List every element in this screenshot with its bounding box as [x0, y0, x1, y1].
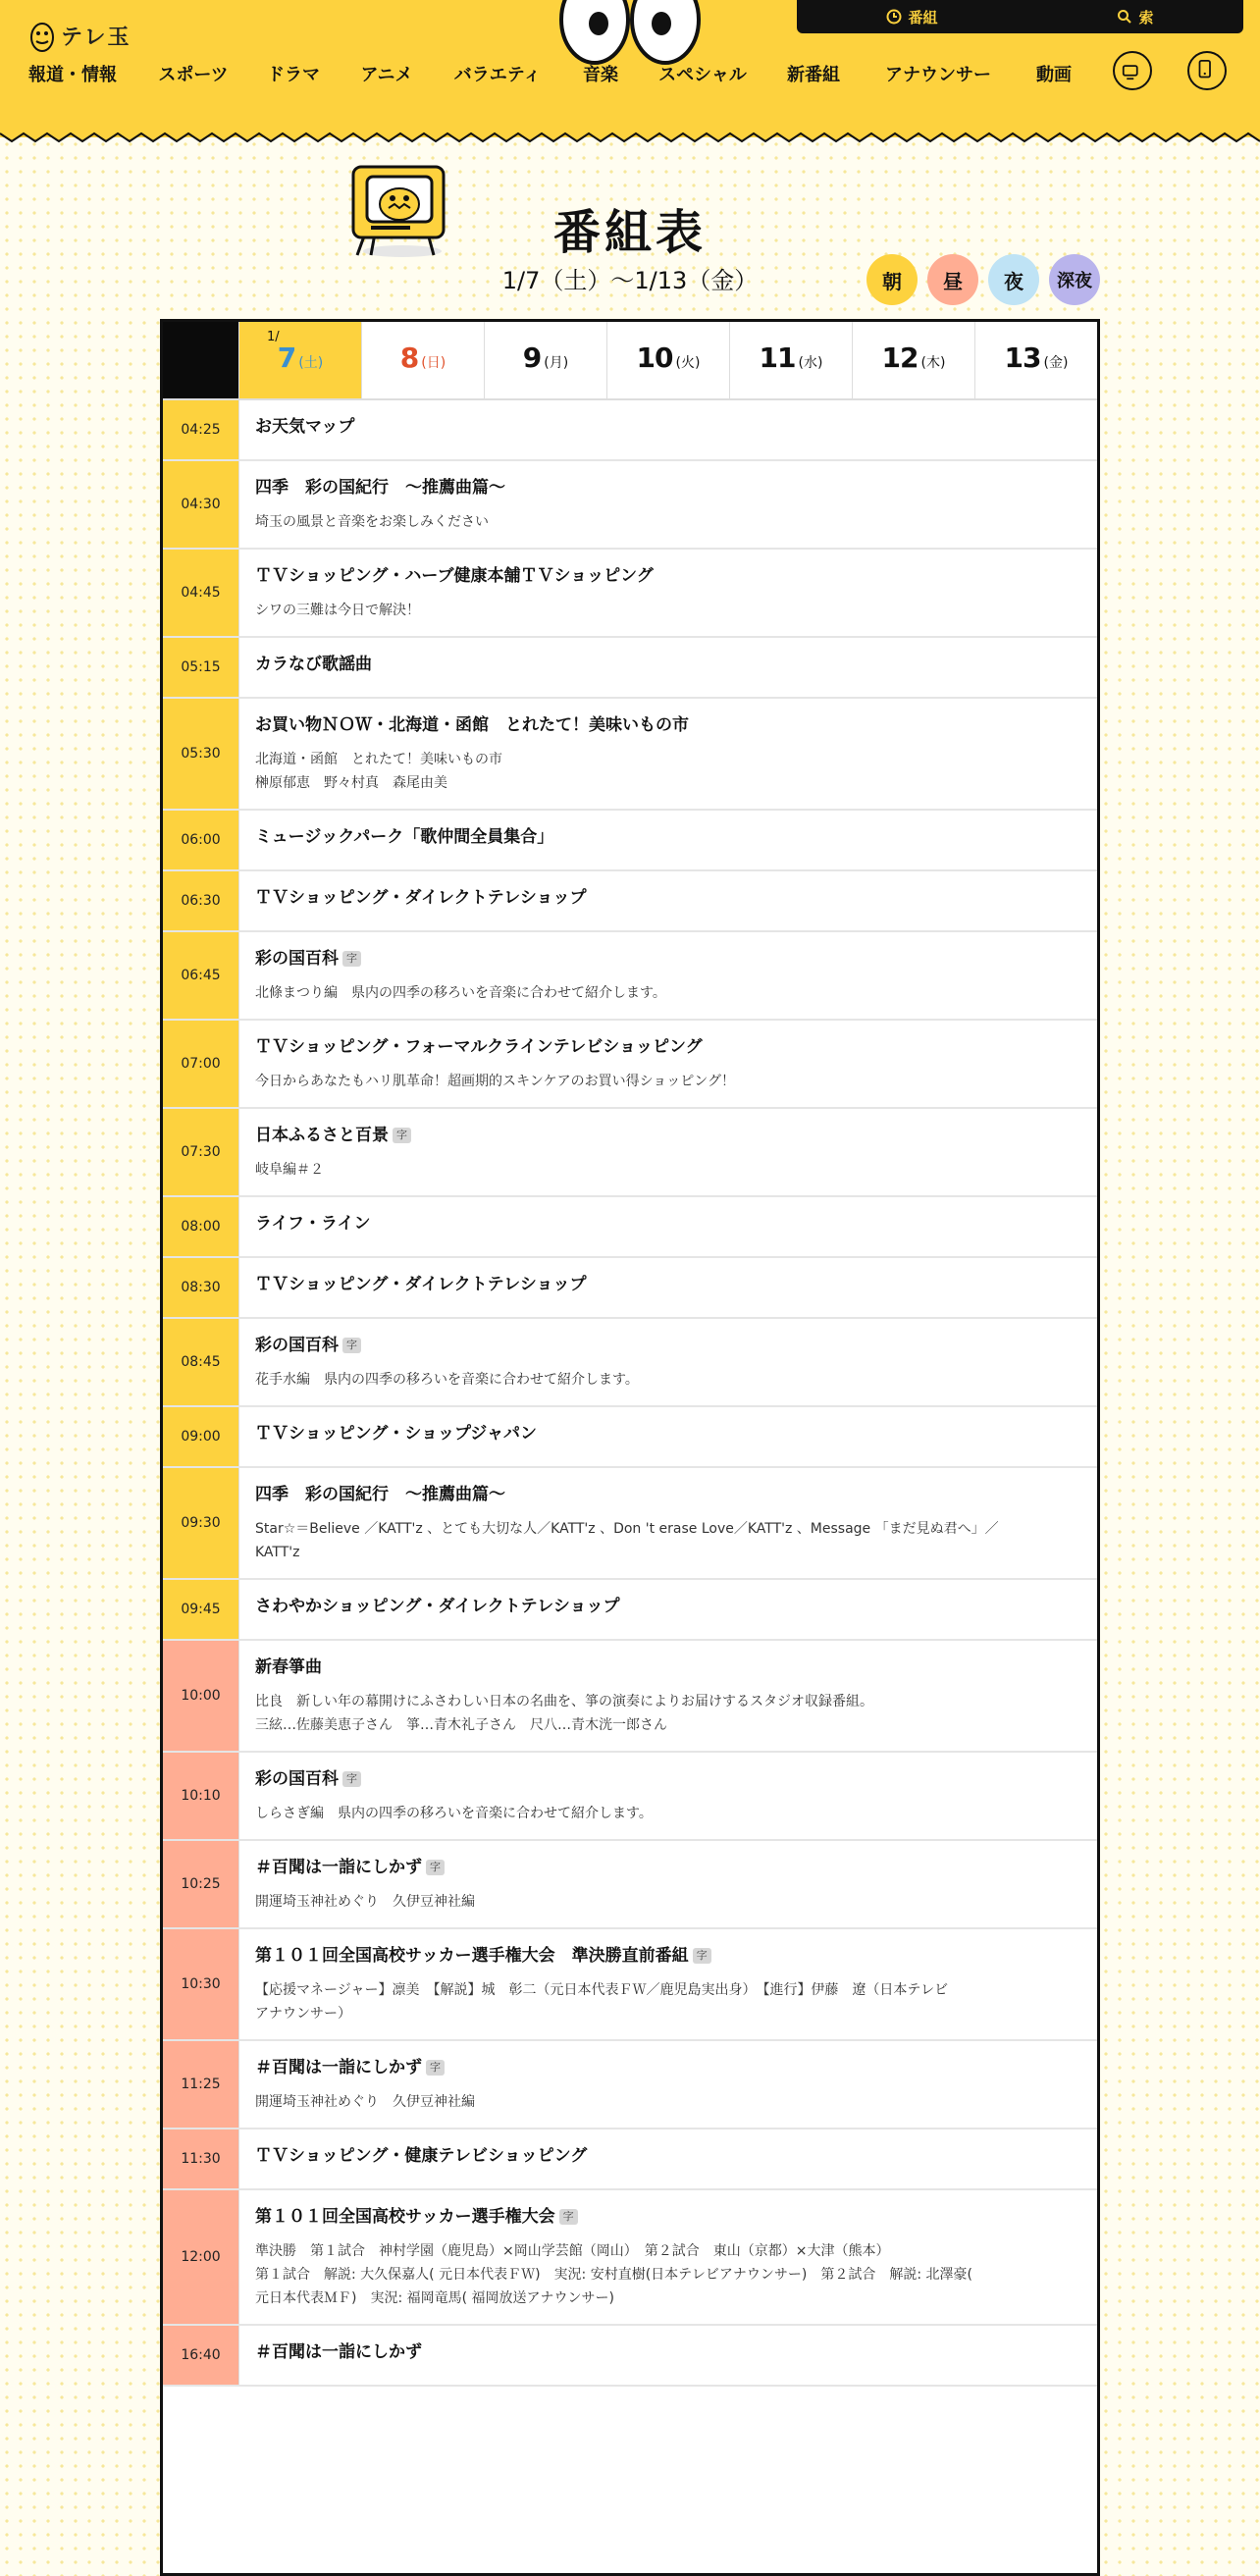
program-row[interactable] — [163, 1929, 1097, 2041]
program-info — [238, 638, 1097, 697]
program-time: 10:00 — [163, 1641, 238, 1751]
program-row[interactable] — [163, 811, 1097, 871]
tod-morning-button[interactable] — [866, 254, 918, 305]
program-row[interactable] — [163, 638, 1097, 699]
program-time: 10:10 — [163, 1753, 238, 1839]
program-row[interactable] — [163, 1580, 1097, 1641]
day-number: 8 — [399, 342, 419, 374]
program-info — [238, 1407, 1097, 1466]
day-number: 12 — [881, 342, 919, 374]
day-tab-11[interactable] — [729, 322, 852, 398]
program-info — [238, 2041, 1097, 2128]
program-info — [238, 550, 1097, 636]
program-description-line: 開運埼玉神社めぐり 久伊豆神社編 — [255, 1894, 475, 1910]
program-title-line — [255, 1423, 1081, 1445]
program-title-line — [255, 1036, 1081, 1058]
smartphone-icon — [1189, 53, 1224, 87]
program-time: 11:30 — [163, 2129, 238, 2188]
tod-daytime-label: 昼 — [943, 269, 963, 293]
program-description-line: 岐阜編＃２ — [255, 1162, 324, 1178]
day-tab-12[interactable] — [852, 322, 974, 398]
program-title[interactable]: 彩の国百科 — [255, 1336, 339, 1355]
program-row[interactable] — [163, 1109, 1097, 1197]
tod-late-night-button[interactable] — [1049, 254, 1100, 305]
nav-item-news[interactable]: 報道・情報 — [28, 65, 117, 85]
schedule-grid — [160, 319, 1100, 2576]
program-info — [238, 1109, 1097, 1195]
search-icon — [1117, 9, 1132, 25]
page-title: 番組表 — [552, 205, 707, 260]
program-title[interactable]: ＃百聞は一詣にしかず — [255, 2058, 422, 2077]
program-description-line: 【応援マネージャー】凛美 【解説】城 彰二（元日本代表ＦＷ／鹿児島実出身） 【進行】伊藤 遼（日本テレビ — [255, 1982, 949, 1998]
day-weekday: (水) — [798, 355, 823, 371]
tod-daytime-button[interactable] — [927, 254, 978, 305]
program-title[interactable]: 第１０１回全国高校サッカー選手権大会 — [255, 2207, 555, 2227]
program-info — [238, 461, 1097, 548]
top-utility-bar — [797, 0, 1243, 33]
program-description — [255, 748, 1081, 795]
program-title-line — [255, 477, 1081, 499]
site-logo[interactable] — [29, 18, 131, 53]
main-nav — [0, 55, 1260, 90]
day-tab-8[interactable] — [361, 322, 484, 398]
program-info — [238, 2129, 1097, 2188]
program-description — [255, 599, 1081, 622]
program-description-line: 元日本代表ＭＦ) 実況: 福岡竜馬( 福岡放送アナウンサー) — [255, 2290, 615, 2306]
program-info — [238, 2190, 1097, 2324]
program-title[interactable]: ＃百聞は一詣にしかず — [255, 1858, 422, 1877]
program-title-line — [255, 654, 1081, 675]
header-zigzag-edge — [0, 130, 1260, 149]
day-number: 13 — [1004, 342, 1041, 374]
program-info — [238, 1841, 1097, 1927]
tod-late-night-label: 深夜 — [1057, 271, 1092, 291]
program-title[interactable]: ＴＶショッピング・健康テレビショッピング — [255, 2146, 588, 2166]
program-time: 09:00 — [163, 1407, 238, 1466]
program-title-line — [255, 887, 1081, 909]
program-info — [238, 1319, 1097, 1405]
program-title-line — [255, 1768, 1081, 1790]
program-description-line: 準決勝 第１試合 神村学園（鹿児島）×岡山学芸館（岡山） 第２試合 東山（京都）×大津（熊本） — [255, 2243, 890, 2259]
program-info — [238, 811, 1097, 869]
program-title[interactable]: 彩の国百科 — [255, 949, 339, 969]
tod-morning-label: 朝 — [882, 269, 902, 293]
program-time: 05:15 — [163, 638, 238, 697]
nav-item-video[interactable]: 動画 — [1036, 65, 1072, 85]
program-row[interactable] — [163, 550, 1097, 638]
program-title[interactable]: 日本ふるさと百景 — [255, 1126, 389, 1145]
program-title-line — [255, 1274, 1081, 1295]
program-row[interactable] — [163, 400, 1097, 461]
program-description — [255, 2090, 1081, 2114]
tod-night-button[interactable] — [988, 254, 1039, 305]
logo-text: テレ玉 — [61, 25, 131, 50]
program-description-line: 開運埼玉神社めぐり 久伊豆神社編 — [255, 2094, 475, 2110]
program-title-line — [255, 1596, 1081, 1617]
day-tab-10[interactable] — [606, 322, 729, 398]
program-description — [255, 1070, 1081, 1093]
program-title[interactable]: 新春箏曲 — [255, 1657, 322, 1677]
program-time: 06:45 — [163, 932, 238, 1019]
program-description — [255, 1158, 1081, 1182]
subtitle-badge: 字 — [393, 1128, 411, 1143]
day-number: 9 — [522, 342, 542, 374]
program-title-line — [255, 1945, 1081, 1967]
teletama-badge-icon[interactable] — [1113, 51, 1152, 90]
search-label: 索 — [1138, 8, 1154, 26]
program-guide-link[interactable] — [886, 7, 937, 27]
nav-item-sports[interactable]: スポーツ — [158, 65, 229, 85]
program-guide-label: 番組 — [908, 8, 938, 26]
program-description-line: 北海道・函館 とれたて！美味いもの市 — [255, 752, 502, 767]
tod-night-label: 夜 — [1004, 269, 1024, 293]
program-time: 08:30 — [163, 1258, 238, 1317]
day-weekday: (火) — [675, 355, 701, 371]
program-title-line — [255, 1484, 1081, 1505]
program-title-line — [255, 948, 1081, 970]
program-row[interactable] — [163, 2041, 1097, 2129]
program-row[interactable] — [163, 1641, 1097, 1753]
program-title-line — [255, 2057, 1081, 2078]
program-info — [238, 1929, 1097, 2039]
day-number: 7 — [277, 342, 296, 374]
program-description — [255, 1890, 1081, 1914]
program-time: 08:00 — [163, 1197, 238, 1256]
program-title-line — [255, 1857, 1081, 1878]
day-number: 11 — [759, 342, 796, 374]
program-info — [238, 2326, 1097, 2385]
program-description-line: 花手水編 県内の四季の移ろいを音楽に合わせて紹介します。 — [255, 1372, 639, 1388]
program-row[interactable] — [163, 1407, 1097, 1468]
program-time: 16:40 — [163, 2326, 238, 2385]
program-description-line: しらさぎ編 県内の四季の移ろいを音楽に合わせて紹介します。 — [255, 1806, 653, 1821]
day-weekday: (木) — [920, 355, 946, 371]
program-description — [255, 2239, 1081, 2310]
program-row[interactable] — [163, 461, 1097, 550]
program-time: 04:25 — [163, 400, 238, 459]
program-title[interactable]: さわやかショッピング・ダイレクトテレショップ — [255, 1597, 620, 1616]
program-row[interactable] — [163, 1258, 1097, 1319]
subtitle-badge: 字 — [342, 1771, 361, 1787]
program-description-line: シワの三難は今日で解決！ — [255, 603, 420, 618]
program-title[interactable]: ライフ・ライン — [255, 1214, 371, 1234]
program-row[interactable] — [163, 1197, 1097, 1258]
program-row[interactable] — [163, 1841, 1097, 1929]
program-title[interactable]: ＴＶショッピング・ダイレクトテレショップ — [255, 888, 587, 908]
program-info — [238, 1468, 1097, 1578]
program-title-line — [255, 565, 1081, 587]
program-title-line — [255, 826, 1081, 848]
day-weekday: (金) — [1043, 355, 1069, 371]
program-description — [255, 510, 1081, 534]
program-title[interactable]: 第１０１回全国高校サッカー選手権大会 準決勝直前番組 — [255, 1946, 689, 1966]
nav-item-special[interactable]: スペシャル — [658, 65, 747, 85]
subtitle-badge: 字 — [693, 1948, 711, 1964]
program-time: 07:00 — [163, 1021, 238, 1107]
subtitle-badge: 字 — [342, 951, 361, 967]
program-description — [255, 1690, 1081, 1737]
search-link[interactable] — [1117, 7, 1153, 27]
program-time: 09:45 — [163, 1580, 238, 1639]
program-description-line: 第１試合 解説: 大久保嘉人( 元日本代表ＦＷ) 実況: 安村直樹(日本テレビアナウンサー) 第２試合 解説: 北澤豪( — [255, 2267, 972, 2283]
program-title-line — [255, 1656, 1081, 1678]
program-title-line — [255, 2206, 1081, 2228]
program-description — [255, 1978, 1081, 2025]
program-title[interactable]: ミュージックパーク「歌仲間全員集合」 — [255, 827, 554, 847]
program-title[interactable]: ＃百聞は一詣にしかず — [255, 2342, 422, 2362]
program-description — [255, 1368, 1081, 1392]
day-number: 10 — [636, 342, 673, 374]
program-title-line — [255, 2341, 1081, 2363]
program-time: 10:30 — [163, 1929, 238, 2039]
nav-item-announcer[interactable]: アナウンサー — [885, 65, 991, 85]
program-info — [238, 1021, 1097, 1107]
nav-item-anime[interactable]: アニメ — [360, 65, 413, 85]
day-tab-9[interactable] — [484, 322, 606, 398]
day-weekday: (月) — [544, 355, 569, 371]
program-info — [238, 699, 1097, 809]
subtitle-badge: 字 — [426, 2060, 445, 2076]
program-description-line: 榊原郁恵 野々村真 森尾由美 — [255, 775, 447, 791]
program-description-line: 北條まつり編 県内の四季の移ろいを音楽に合わせて紹介します。 — [255, 985, 666, 1001]
day-tabs-corner — [163, 322, 238, 398]
program-description — [255, 981, 1081, 1005]
program-info — [238, 1197, 1097, 1256]
tv-icon — [1115, 53, 1149, 87]
program-info — [238, 871, 1097, 930]
program-title[interactable]: 四季 彩の国紀行 ～推薦曲篇～ — [255, 478, 505, 498]
program-time: 06:00 — [163, 811, 238, 869]
subtitle-badge: 字 — [426, 1860, 445, 1875]
program-time: 04:45 — [163, 550, 238, 636]
program-title-line — [255, 1213, 1081, 1235]
program-info — [238, 1641, 1097, 1751]
program-time: 11:25 — [163, 2041, 238, 2128]
program-title-line — [255, 714, 1081, 736]
program-info — [238, 400, 1097, 459]
program-time: 05:30 — [163, 699, 238, 809]
program-row[interactable] — [163, 2129, 1097, 2190]
program-row[interactable] — [163, 1021, 1097, 1109]
program-row[interactable] — [163, 871, 1097, 932]
program-title-line — [255, 1335, 1081, 1356]
program-description-line: 今日からあなたもハリ肌革命！超画期的スキンケアのお買い得ショッピング！ — [255, 1074, 736, 1089]
program-description — [255, 1802, 1081, 1825]
subtitle-badge: 字 — [342, 1338, 361, 1353]
program-title[interactable]: ＴＶショッピング・ショップジャパン — [255, 1424, 537, 1444]
program-info — [238, 1258, 1097, 1317]
program-title[interactable]: ＴＶショッピング・ダイレクトテレショップ — [255, 1275, 587, 1294]
program-time: 09:30 — [163, 1468, 238, 1578]
program-time: 07:30 — [163, 1109, 238, 1195]
day-weekday: (日) — [421, 355, 446, 371]
program-description — [255, 1517, 1081, 1564]
nav-item-new-programs[interactable]: 新番組 — [787, 65, 840, 85]
program-title[interactable]: 四季 彩の国紀行 ～推薦曲篇～ — [255, 1485, 505, 1504]
program-time: 12:00 — [163, 2190, 238, 2324]
program-row[interactable] — [163, 2326, 1097, 2387]
program-title[interactable]: カラなび歌謡曲 — [255, 655, 372, 674]
program-description-line: KATT'z — [255, 1545, 300, 1560]
program-time: 10:25 — [163, 1841, 238, 1927]
program-title-line — [255, 416, 1081, 438]
day-tab-7[interactable] — [238, 322, 361, 398]
nav-item-music[interactable]: 音楽 — [583, 65, 618, 85]
program-row[interactable] — [163, 1753, 1097, 1841]
program-row[interactable] — [163, 2190, 1097, 2326]
site-header — [0, 0, 1260, 137]
program-title[interactable]: ＴＶショッピング・フォーマルクラインテレビショッピング — [255, 1037, 703, 1057]
program-row[interactable] — [163, 1319, 1097, 1407]
program-info — [238, 932, 1097, 1019]
program-time: 06:30 — [163, 871, 238, 930]
program-description-line: 比良 新しい年の幕開けにふさわしい日本の名曲を、箏の演奏によりお届けするスタジオ収録番組。 — [255, 1694, 873, 1709]
program-row[interactable] — [163, 1468, 1097, 1580]
program-description-line: アナウンサー） — [255, 2006, 351, 2022]
program-title[interactable]: お買い物ＮＯＷ・北海道・函館 とれたて！美味いもの市 — [255, 715, 689, 735]
program-row[interactable] — [163, 932, 1097, 1021]
program-info — [238, 1580, 1097, 1639]
tama-mascot-icon — [29, 18, 55, 53]
day-tabs — [163, 322, 1097, 400]
program-title-line — [255, 1125, 1081, 1146]
day-month: 1/ — [267, 330, 280, 344]
program-description-line: Star☆＝Believe ／KATT'z 、とても大切な人／KATT'z 、Don 't erase Love／KATT'z 、Message 「まだ見ぬ君へ」／ — [255, 1521, 999, 1537]
nav-item-variety[interactable]: バラエティ — [453, 65, 542, 85]
program-description-line: 三絃…佐藤美恵子さん 箏…青木礼子さん 尺八…青木洸一郎さん — [255, 1717, 667, 1733]
program-row[interactable] — [163, 699, 1097, 811]
clock-icon — [886, 9, 902, 25]
date-range: 1/7（土）〜1/13（金） — [501, 267, 759, 294]
program-info — [238, 1753, 1097, 1839]
program-time: 08:45 — [163, 1319, 238, 1405]
program-time: 04:30 — [163, 461, 238, 548]
day-tab-13[interactable] — [974, 322, 1097, 398]
teletama-app-badge-icon[interactable] — [1187, 51, 1227, 90]
program-title-line — [255, 2145, 1081, 2167]
program-title[interactable]: ＴＶショッピング・ハーブ健康本舗ＴＶショッピング — [255, 566, 654, 586]
program-description-line: 埼玉の風景と音楽をお楽しみください — [255, 514, 489, 530]
program-title[interactable]: お天気マップ — [255, 417, 355, 437]
subtitle-badge: 字 — [559, 2209, 578, 2225]
program-list — [163, 400, 1097, 2387]
program-title[interactable]: 彩の国百科 — [255, 1769, 339, 1789]
nav-item-drama[interactable]: ドラマ — [267, 65, 320, 85]
day-weekday: (土) — [298, 355, 324, 371]
